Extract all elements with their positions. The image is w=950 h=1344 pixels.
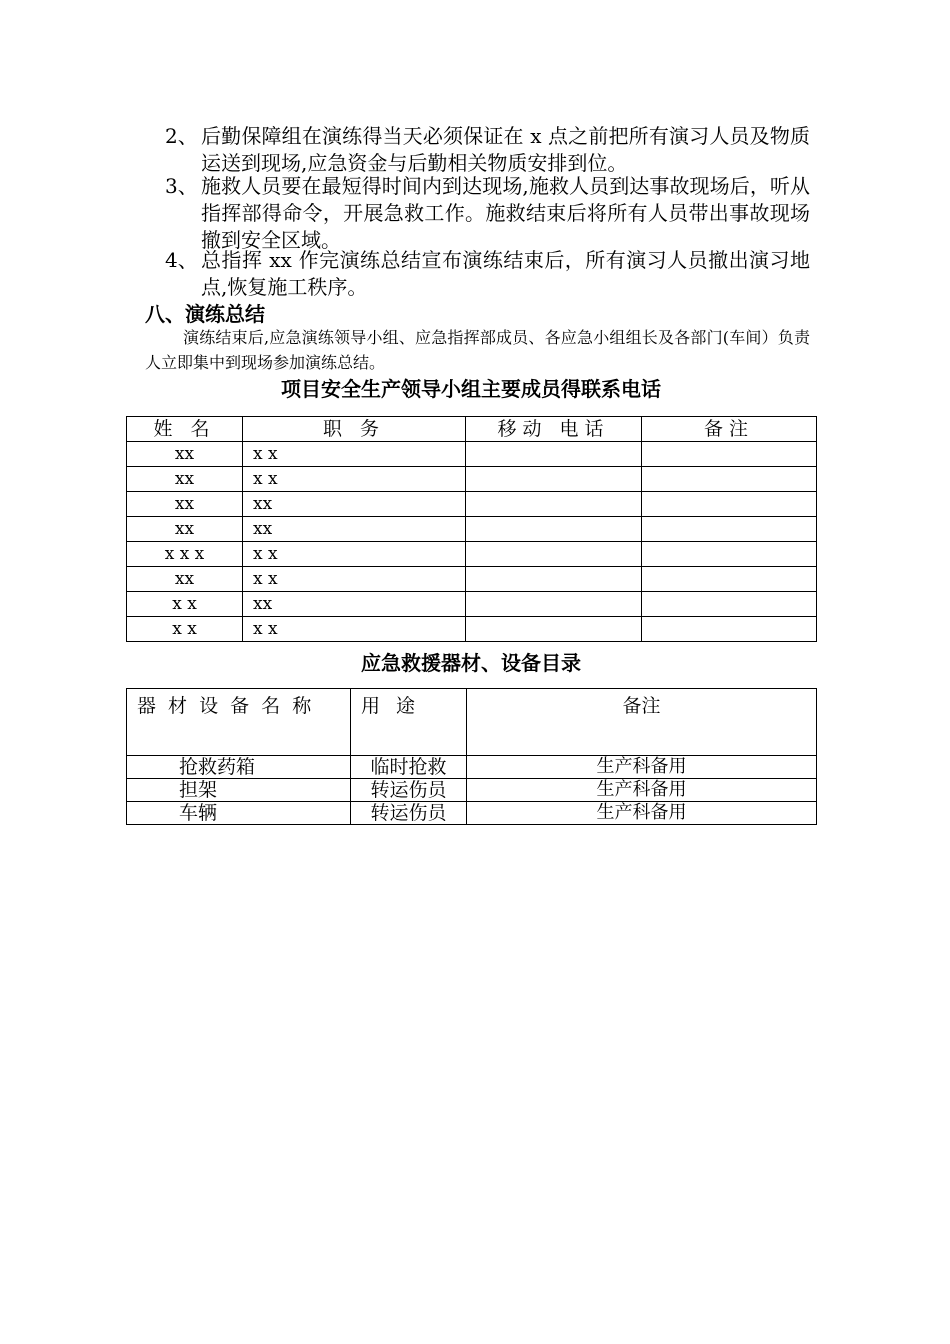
cell-note xyxy=(642,442,817,467)
cell-phone xyxy=(466,542,642,567)
table-row xyxy=(127,592,817,617)
cell-phone xyxy=(466,442,642,467)
table-row xyxy=(127,617,817,642)
cell-note xyxy=(642,542,817,567)
header-equipment-name: 器 材 设 备 名 称 xyxy=(127,689,351,756)
cell-name: x x xyxy=(127,617,243,642)
equipment-table xyxy=(126,688,817,825)
cell-position: x x xyxy=(243,542,466,567)
list-item-text: 施救人员要在最短得时间内到达现场,施救人员到达事故现场后，听从指挥部得命令，开展急救工作。施救结束后将所有人员带出事故现场撤到安全区域。 xyxy=(201,174,810,252)
cell-name: xx xyxy=(127,517,243,542)
header-name: 姓 名 xyxy=(127,417,243,442)
cell-phone xyxy=(466,592,642,617)
header-use: 用 途 xyxy=(351,689,467,756)
cell-note xyxy=(642,617,817,642)
cell-note: 生产科备用 xyxy=(467,802,817,825)
cell-name: xx xyxy=(127,467,243,492)
cell-note xyxy=(642,492,817,517)
cell-note xyxy=(642,592,817,617)
cell-equipment-name: 车辆 xyxy=(127,802,351,825)
cell-use: 转运伤员 xyxy=(351,779,467,802)
cell-position: xx xyxy=(243,592,466,617)
table-row xyxy=(127,779,817,802)
cell-note: 生产科备用 xyxy=(467,779,817,802)
cell-use: 临时抢救 xyxy=(351,756,467,779)
header-note: 备注 xyxy=(642,417,817,442)
cell-equipment-name: 担架 xyxy=(127,779,351,802)
table-row xyxy=(127,542,817,567)
table-row xyxy=(127,517,817,542)
list-item-4 xyxy=(165,247,810,301)
cell-position: xx xyxy=(243,517,466,542)
cell-position: x x xyxy=(243,467,466,492)
cell-note xyxy=(642,467,817,492)
list-item-number: 4、 xyxy=(165,248,198,272)
cell-name: xx xyxy=(127,492,243,517)
cell-phone xyxy=(466,617,642,642)
header-position: 职 务 xyxy=(243,417,466,442)
equipment-table-title: 应急救援器材、设备目录 xyxy=(361,651,581,675)
cell-phone xyxy=(466,467,642,492)
table-row xyxy=(127,567,817,592)
table-row xyxy=(127,756,817,779)
cell-position: x x xyxy=(243,617,466,642)
cell-position: x x xyxy=(243,442,466,467)
list-item-number: 2、 xyxy=(165,124,198,148)
cell-note xyxy=(642,567,817,592)
contacts-table-title: 项目安全生产领导小组主要成员得联系电话 xyxy=(281,377,661,401)
table-row xyxy=(127,467,817,492)
cell-note: 生产科备用 xyxy=(467,756,817,779)
header-phone: 移动 电话 xyxy=(466,417,642,442)
cell-equipment-name: 抢救药箱 xyxy=(127,756,351,779)
cell-use: 转运伤员 xyxy=(351,802,467,825)
cell-name: xx xyxy=(127,442,243,467)
list-item-text: 总指挥 xx 作完演练总结宣布演练结束后，所有演习人员撤出演习地点,恢复施工秩序。 xyxy=(201,248,810,299)
contacts-table xyxy=(126,416,817,642)
list-item-number: 3、 xyxy=(165,174,198,198)
section-heading: 八、演练总结 xyxy=(145,302,265,326)
cell-phone xyxy=(466,492,642,517)
cell-phone xyxy=(466,567,642,592)
table-row xyxy=(127,442,817,467)
table-header-row xyxy=(127,417,817,442)
cell-position: xx xyxy=(243,492,466,517)
summary-paragraph: 演练结束后,应急演练领导小组、应急指挥部成员、各应急小组组长及各部门(车间）负责人立即集中到现场参加演练总结。 xyxy=(145,328,810,372)
table-row xyxy=(127,802,817,825)
header-note: 备注 xyxy=(467,689,817,756)
list-item-text: 后勤保障组在演练得当天必须保证在 x 点之前把所有演习人员及物质运送到现场,应急资金与后勤相关物质安排到位。 xyxy=(201,124,810,175)
cell-note xyxy=(642,517,817,542)
list-item-3 xyxy=(165,173,810,254)
cell-position: x x xyxy=(243,567,466,592)
list-item-2 xyxy=(165,123,810,177)
cell-name: x x xyxy=(127,592,243,617)
table-row xyxy=(127,492,817,517)
cell-phone xyxy=(466,517,642,542)
cell-name: x x x xyxy=(127,542,243,567)
cell-name: xx xyxy=(127,567,243,592)
table-header-row xyxy=(127,689,817,756)
